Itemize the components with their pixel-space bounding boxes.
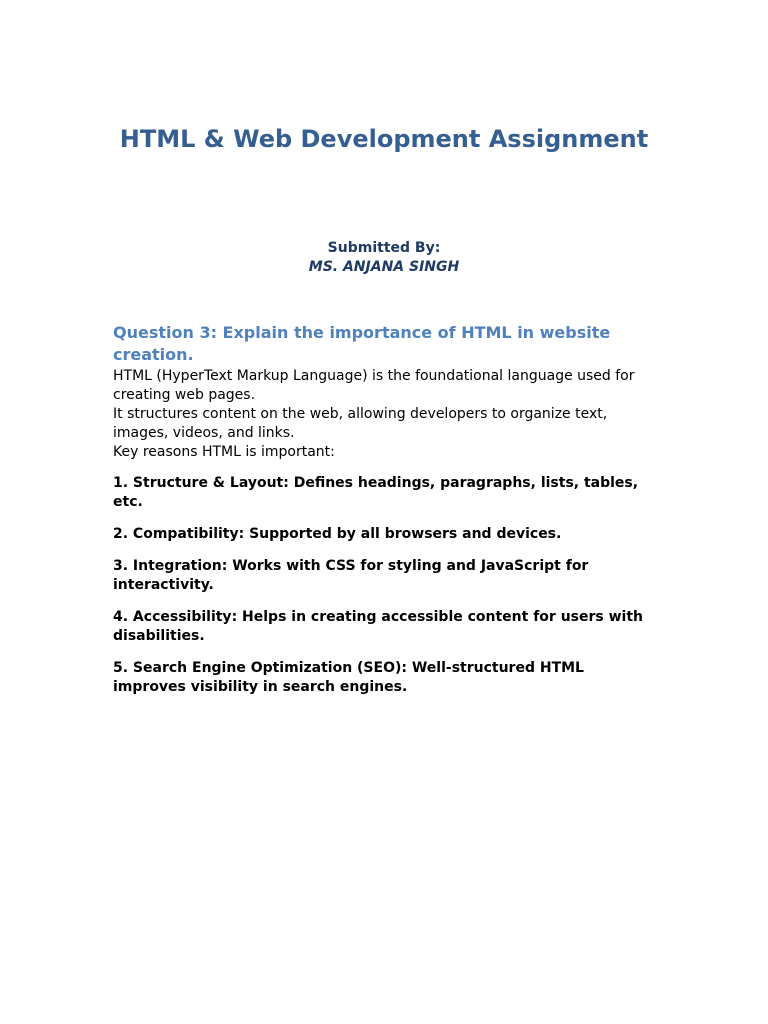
document-page xyxy=(113,0,658,1024)
submitted-by-label: Submitted By: xyxy=(327,240,441,256)
reason-item: 5. Search Engine Optimization (SEO): Well-structured HTML improves visibility in search engines. xyxy=(113,660,584,695)
paragraph: Key reasons HTML is important: xyxy=(113,444,335,460)
intro-paragraphs xyxy=(113,367,658,462)
reasons-list xyxy=(113,474,658,710)
reason-item: 3. Integration: Works with CSS for styling and JavaScript for interactivity. xyxy=(113,558,589,593)
submitted-by-name: MS. ANJANA SINGH xyxy=(308,259,460,275)
question-heading: Question 3: Explain the importance of HTML in website creation. xyxy=(113,323,611,364)
reason-item: 4. Accessibility: Helps in creating accessible content for users with disabilities. xyxy=(113,609,643,644)
paragraph: HTML (HyperText Markup Language) is the foundational language used for creating web pages. xyxy=(113,368,635,403)
reason-item: 2. Compatibility: Supported by all browsers and devices. xyxy=(113,526,562,542)
paragraph: It structures content on the web, allowing developers to organize text, images, videos, and links. xyxy=(113,406,608,441)
submitted-by-block xyxy=(0,239,768,277)
reason-item: 1. Structure & Layout: Defines headings, paragraphs, lists, tables, etc. xyxy=(113,475,639,510)
document-title: HTML & Web Development Assignment xyxy=(119,125,649,153)
